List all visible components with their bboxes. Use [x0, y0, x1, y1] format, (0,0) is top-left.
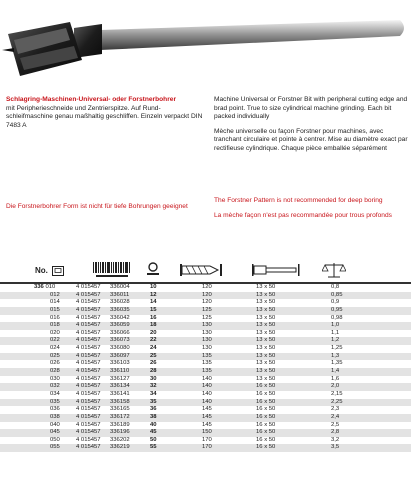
article-number-cell: 020	[50, 329, 60, 336]
ean-suffix-cell: 336035	[110, 306, 130, 313]
weight-cell: 2,0	[331, 383, 340, 390]
article-number-cell: 336 010	[34, 284, 56, 290]
diameter-cell: 36	[150, 406, 157, 413]
table-row	[0, 284, 411, 292]
length-cell: 145	[202, 406, 212, 413]
table-row	[0, 337, 411, 345]
shank-cell: 13 x 50	[256, 329, 276, 336]
ean-prefix-cell: 4 015457	[76, 352, 101, 359]
article-number-cell: 050	[50, 436, 60, 443]
table-row	[0, 368, 411, 376]
article-number-cell: 035	[50, 398, 60, 405]
shank-cell: 13 x 50	[256, 291, 276, 298]
weight-cell: 1,6	[331, 375, 340, 382]
diameter-cell: 40	[150, 421, 157, 428]
article-number-cell: 036	[50, 406, 60, 413]
header-no-label: No.	[35, 266, 48, 275]
length-cell: 130	[202, 329, 212, 336]
ean-suffix-cell: 336110	[110, 368, 130, 375]
article-number-cell: 026	[50, 360, 60, 367]
diameter-cell: 20	[150, 329, 157, 336]
shank-cell: 16 x 50	[256, 383, 276, 390]
ean-suffix-cell: 336097	[110, 352, 130, 359]
length-cell: 135	[202, 368, 212, 375]
weight-cell: 1,0	[331, 322, 340, 329]
shank-cell: 16 x 50	[256, 406, 276, 413]
ean-suffix-cell: 336196	[110, 429, 130, 436]
article-number-cell: 015	[50, 306, 60, 313]
article-number-cell: 025	[50, 352, 60, 359]
spec-table	[0, 284, 411, 452]
diameter-cell: 14	[150, 299, 157, 306]
english-body: Machine Universal or Forstner Bit with peripheral cutting edge and brad point. True to size cylindrical machine grinding. Each bit packed individually	[214, 96, 408, 121]
diameter-cell: 25	[150, 352, 157, 359]
ean-prefix-cell: 4 015457	[76, 345, 101, 352]
shank-cell: 13 x 50	[256, 345, 276, 352]
scale-icon	[322, 261, 346, 279]
ean-prefix-cell: 4 015457	[76, 390, 101, 397]
article-number-cell: 014	[50, 299, 60, 306]
weight-cell: 1,4	[331, 368, 340, 375]
ean-prefix-cell: 4 015457	[76, 291, 101, 298]
article-number-cell: 016	[50, 314, 60, 321]
length-cell: 130	[202, 322, 212, 329]
ean-prefix-cell: 4 015457	[76, 429, 101, 436]
article-number-cell: 018	[50, 322, 60, 329]
ean-suffix-cell: 336066	[110, 329, 130, 336]
ean-prefix-cell: 4 015457	[76, 406, 101, 413]
weight-cell: 1,35	[331, 360, 343, 367]
ean-suffix-cell: 336202	[110, 436, 130, 443]
length-cell: 145	[202, 421, 212, 428]
drill-length-icon	[180, 264, 222, 276]
ean-prefix-cell: 4 015457	[76, 368, 101, 375]
notes-en-fr	[214, 197, 408, 220]
shank-cell: 13 x 50	[256, 368, 276, 375]
length-cell: 135	[202, 352, 212, 359]
diameter-cell: 30	[150, 375, 157, 382]
ean-prefix-cell: 4 015457	[76, 436, 101, 443]
ean-suffix-cell: 336158	[110, 398, 130, 405]
length-cell: 150	[202, 429, 212, 436]
weight-cell: 2,3	[331, 406, 340, 413]
diameter-cell: 15	[150, 306, 157, 313]
shank-cell: 16 x 50	[256, 390, 276, 397]
length-cell: 130	[202, 337, 212, 344]
weight-cell: 1,1	[331, 329, 340, 336]
ean-prefix-cell: 4 015457	[76, 421, 101, 428]
diameter-icon	[146, 262, 160, 278]
article-number-cell: 038	[50, 413, 60, 420]
english-note: The Forstner Pattern is not recommended for deep boring	[214, 197, 383, 204]
table-header	[0, 258, 411, 284]
table-row	[0, 406, 411, 414]
ean-suffix-cell: 336103	[110, 360, 130, 367]
ean-suffix-cell: 336011	[110, 291, 130, 298]
weight-cell: 3,2	[331, 436, 340, 443]
table-row	[0, 353, 411, 361]
diameter-cell: 35	[150, 398, 157, 405]
length-cell: 145	[202, 413, 212, 420]
ean-prefix-cell: 4 015457	[76, 398, 101, 405]
ean-prefix-cell: 4 015457	[76, 314, 101, 321]
ean-suffix-cell: 336219	[110, 444, 130, 451]
length-cell: 135	[202, 360, 212, 367]
weight-cell: 1,25	[331, 345, 343, 352]
article-number-cell: 030	[50, 375, 60, 382]
table-row	[0, 414, 411, 422]
ean-suffix-cell: 336004	[110, 284, 130, 290]
weight-cell: 1,3	[331, 352, 340, 359]
article-number-cell: 028	[50, 368, 60, 375]
weight-cell: 0,95	[331, 306, 343, 313]
shank-icon	[252, 264, 300, 276]
diameter-cell: 45	[150, 429, 157, 436]
article-number-cell: 012	[50, 291, 60, 298]
table-row	[0, 299, 411, 307]
package-icon	[52, 266, 64, 276]
table-row	[0, 383, 411, 391]
shank-cell: 13 x 50	[256, 306, 276, 313]
weight-cell: 2,15	[331, 390, 343, 397]
ean-suffix-cell: 336134	[110, 383, 130, 390]
shank-cell: 13 x 50	[256, 284, 276, 290]
weight-cell: 0,98	[331, 314, 343, 321]
shank-cell: 13 x 50	[256, 322, 276, 329]
length-cell: 140	[202, 375, 212, 382]
diameter-cell: 10	[150, 284, 157, 290]
table-row	[0, 345, 411, 353]
article-number-cell: 024	[50, 345, 60, 352]
table-row	[0, 399, 411, 407]
ean-suffix-cell: 336042	[110, 314, 130, 321]
table-row	[0, 307, 411, 315]
diameter-cell: 50	[150, 436, 157, 443]
shank-cell: 13 x 50	[256, 299, 276, 306]
length-cell: 125	[202, 314, 212, 321]
diameter-cell: 26	[150, 360, 157, 367]
length-cell: 120	[202, 284, 212, 290]
article-number-cell: 032	[50, 383, 60, 390]
ean-suffix-cell: 336073	[110, 337, 130, 344]
diameter-cell: 16	[150, 314, 157, 321]
length-cell: 140	[202, 383, 212, 390]
table-row	[0, 292, 411, 300]
ean-suffix-cell: 336141	[110, 390, 130, 397]
diameter-cell: 18	[150, 322, 157, 329]
shank-cell: 16 x 50	[256, 398, 276, 405]
weight-cell: 2,25	[331, 398, 343, 405]
table-row	[0, 391, 411, 399]
table-row	[0, 315, 411, 323]
weight-cell: 3,5	[331, 444, 340, 451]
table-row	[0, 444, 411, 452]
shank-cell: 13 x 50	[256, 314, 276, 321]
ean-prefix-cell: 4 015457	[76, 360, 101, 367]
shank-cell: 16 x 50	[256, 444, 276, 451]
table-row	[0, 330, 411, 338]
shank-cell: 16 x 50	[256, 429, 276, 436]
shank-cell: 16 x 50	[256, 436, 276, 443]
diameter-cell: 34	[150, 390, 157, 397]
length-cell: 140	[202, 390, 212, 397]
table-row	[0, 422, 411, 430]
diameter-cell: 24	[150, 345, 157, 352]
table-row	[0, 360, 411, 368]
ean-prefix-cell: 4 015457	[76, 383, 101, 390]
length-cell: 170	[202, 436, 212, 443]
ean-suffix-cell: 336172	[110, 413, 130, 420]
diameter-cell: 22	[150, 337, 157, 344]
ean-prefix-cell: 4 015457	[76, 444, 101, 451]
ean-prefix-cell: 4 015457	[76, 337, 101, 344]
weight-cell: 0,85	[331, 291, 343, 298]
table-row	[0, 437, 411, 445]
shank-cell: 13 x 50	[256, 360, 276, 367]
length-cell: 130	[202, 345, 212, 352]
barcode-icon	[92, 261, 132, 279]
length-cell: 170	[202, 444, 212, 451]
french-body: Mèche universelle ou façon Forstner pour machines, avec tranchant circulaire et pointe à centrer. Mise au diamètre exact par rectifieuse cylindrique. Chaque pièce emballée séparément	[214, 127, 408, 152]
length-cell: 125	[202, 306, 212, 313]
diameter-cell: 55	[150, 444, 157, 451]
ean-suffix-cell: 336165	[110, 406, 130, 413]
table-row	[0, 322, 411, 330]
shank-cell: 13 x 50	[256, 352, 276, 359]
product-photo	[0, 0, 411, 84]
ean-suffix-cell: 336189	[110, 421, 130, 428]
shank-cell: 13 x 50	[256, 375, 276, 382]
length-cell: 140	[202, 398, 212, 405]
table-row	[0, 429, 411, 437]
ean-prefix-cell: 4 015457	[76, 413, 101, 420]
ean-prefix-cell: 4 015457	[76, 284, 101, 290]
article-number-cell: 022	[50, 337, 60, 344]
article-number-cell: 040	[50, 421, 60, 428]
ean-prefix-cell: 4 015457	[76, 375, 101, 382]
weight-cell: 1,2	[331, 337, 340, 344]
length-cell: 120	[202, 291, 212, 298]
weight-cell: 2,8	[331, 429, 340, 436]
german-title: Schlagring-Maschinen-Universal- oder Forstnerbohrer	[6, 96, 177, 103]
ean-prefix-cell: 4 015457	[76, 329, 101, 336]
diameter-cell: 32	[150, 383, 157, 390]
ean-suffix-cell: 336028	[110, 299, 130, 306]
german-note: Die Forstnerbohrer Form ist nicht für tiefe Bohrungen geeignet	[6, 203, 188, 210]
english-french-description	[214, 96, 408, 154]
length-cell: 120	[202, 299, 212, 306]
ean-suffix-cell: 336059	[110, 322, 130, 329]
ean-prefix-cell: 4 015457	[76, 306, 101, 313]
table-row	[0, 376, 411, 384]
weight-cell: 0,9	[331, 299, 340, 306]
weight-cell: 2,4	[331, 413, 340, 420]
diameter-cell: 38	[150, 413, 157, 420]
article-number-cell: 055	[50, 444, 60, 451]
shank-cell: 13 x 50	[256, 337, 276, 344]
german-body: mit Peripherieschneide und Zentrierspitze. Auf Rund-schleifmaschine genau maßhaltig geschliffen. Einzeln verpackt DIN 7483 A	[6, 104, 203, 129]
german-description	[6, 96, 206, 130]
article-number-cell: 045	[50, 429, 60, 436]
weight-cell: 0,8	[331, 284, 340, 290]
weight-cell: 2,5	[331, 421, 340, 428]
shank-cell: 16 x 50	[256, 413, 276, 420]
ean-prefix-cell: 4 015457	[76, 299, 101, 306]
article-number-cell: 034	[50, 390, 60, 397]
ean-suffix-cell: 336127	[110, 375, 130, 382]
shank-cell: 16 x 50	[256, 421, 276, 428]
diameter-cell: 28	[150, 368, 157, 375]
ean-prefix-cell: 4 015457	[76, 322, 101, 329]
french-note: La mèche façon n'est pas recommandée pour trous profonds	[214, 211, 392, 219]
ean-suffix-cell: 336080	[110, 345, 130, 352]
diameter-cell: 12	[150, 291, 157, 298]
